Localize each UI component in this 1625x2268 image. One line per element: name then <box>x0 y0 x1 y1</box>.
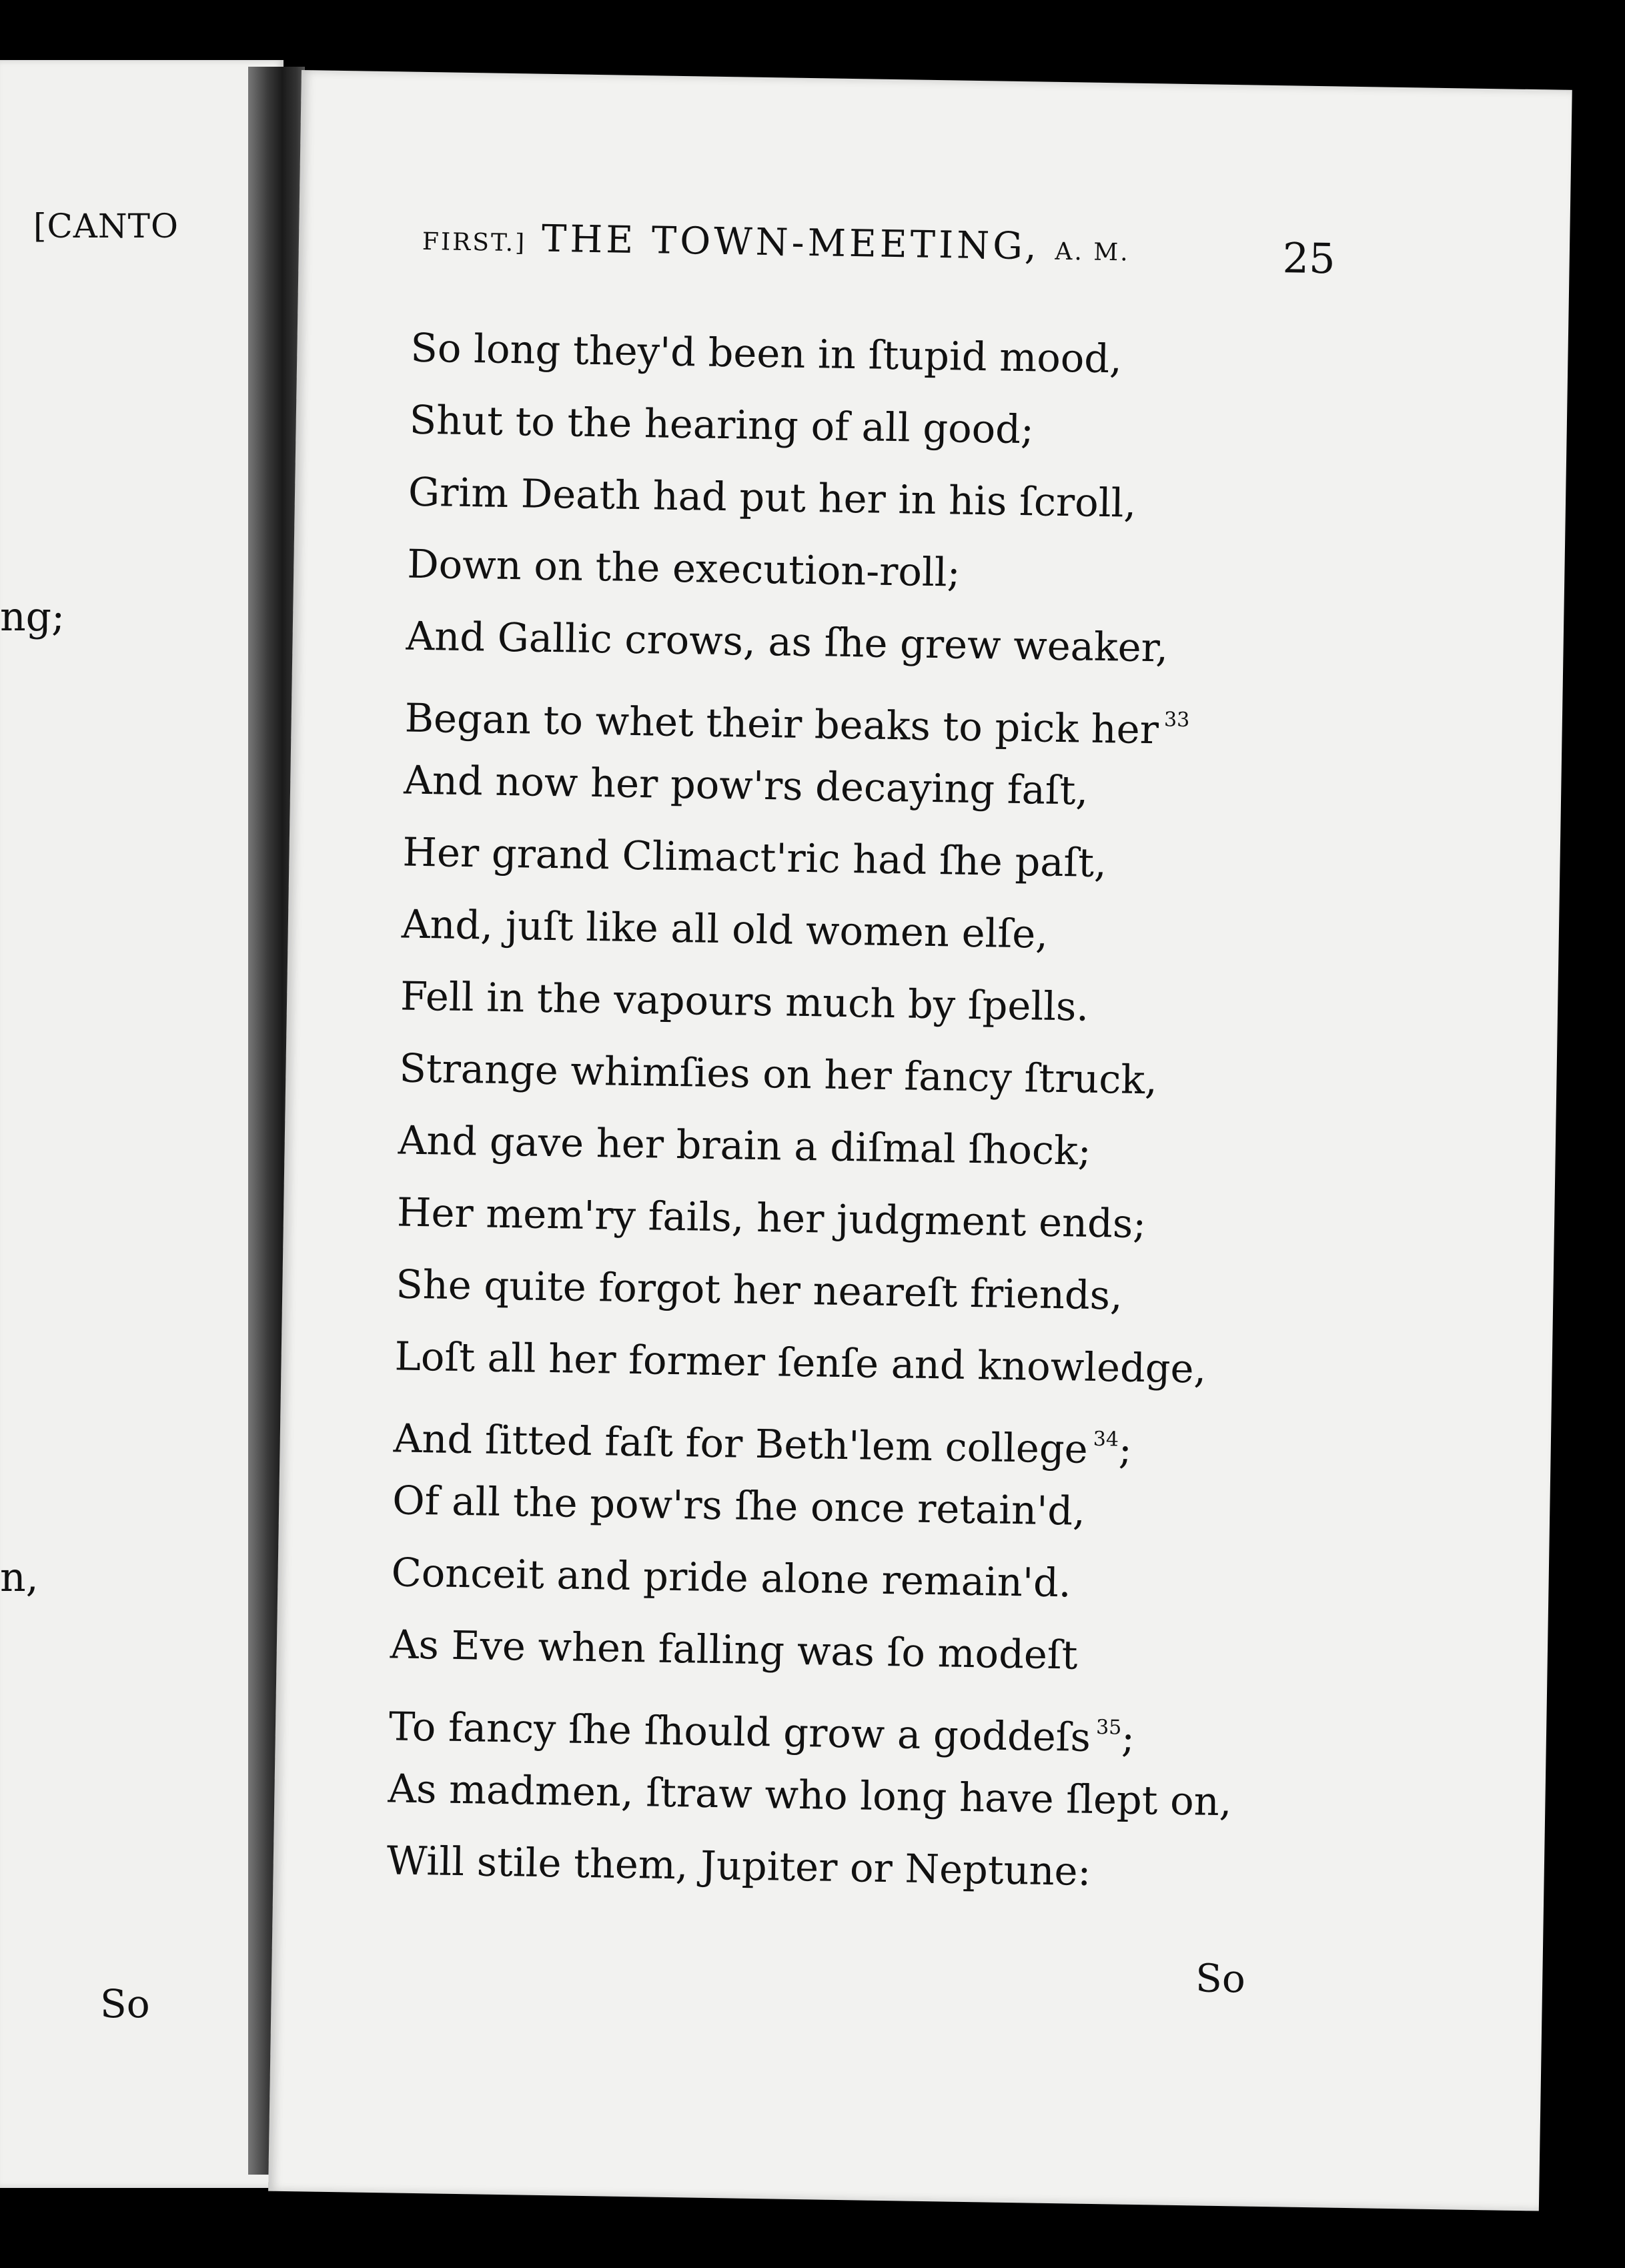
poem-line <box>400 961 1245 1046</box>
poem-line-text: Will stile them, Jupiter or Neptune: <box>386 1837 1091 1894</box>
left-running-head: [CANTO <box>33 207 179 245</box>
poem-line <box>390 1608 1235 1694</box>
catchword: So <box>1195 1955 1246 2002</box>
poem-line-text: She quite forgot her neareſt friends, <box>395 1261 1123 1319</box>
poem-line-text: As madmen, ſtraw who long have ſlept on, <box>388 1765 1233 1825</box>
poem-line-text: Began to whet their beaks to pick her <box>404 694 1159 753</box>
left-line-fragment: n, <box>0 1554 39 1601</box>
poem-line <box>401 889 1246 974</box>
poem-line-text: Shut to the hearing of all good; <box>409 396 1035 453</box>
right-page <box>268 70 1572 2211</box>
page-number: 25 <box>1282 233 1336 284</box>
poem-line <box>393 1392 1238 1478</box>
poem-line <box>394 1320 1239 1405</box>
poem-line-text: Strange whimſies on her fancy ſtruck, <box>398 1045 1158 1103</box>
poem-line <box>396 1176 1241 1261</box>
poem-line-text: And ſitted faſt for Beth'lem college <box>393 1415 1089 1472</box>
poem-line-text: So long they'd been in ſtupid mood, <box>410 324 1123 382</box>
running-head-title: THE TOWN-MEETING, <box>541 217 1041 269</box>
footnote-marker: 33 <box>1163 708 1190 732</box>
poem-line <box>391 1536 1236 1622</box>
poem-line <box>406 600 1251 686</box>
left-catchword: So <box>100 1981 150 2027</box>
poem-line-punctuation: ; <box>1121 1714 1135 1761</box>
poem-line-punctuation: ; <box>1118 1426 1133 1473</box>
poem-line <box>410 312 1255 398</box>
poem-line-text: Her grand Climact'ric had ſhe paſt, <box>402 828 1107 887</box>
poem-line <box>404 672 1249 758</box>
poem-text <box>386 312 1255 1910</box>
running-head-suffix: A. M. <box>1055 237 1130 267</box>
poem-line-text: Of all the pow'rs ſhe once retain'd, <box>392 1477 1086 1534</box>
poem-line <box>402 816 1247 902</box>
poem-line <box>403 744 1248 830</box>
poem-line-text: Her mem'ry fails, her judgment ends; <box>396 1189 1147 1247</box>
left-line-fragment: ng; <box>0 594 65 640</box>
poem-line-text: As Eve when falling was ſo modeſt <box>390 1621 1078 1678</box>
running-head <box>422 215 1131 270</box>
poem-line-text: And, juſt like all old women elſe, <box>401 901 1049 957</box>
poem-line-text: And now her pow'rs decaying faſt, <box>403 756 1089 814</box>
poem-line-text: Conceit and pride alone remain'd. <box>391 1549 1072 1606</box>
poem-line <box>396 1248 1241 1333</box>
poem-line <box>388 1752 1233 1838</box>
poem-line-text: And Gallic crows, as ſhe grew weaker, <box>406 612 1169 671</box>
poem-line <box>398 1104 1243 1189</box>
poem-line <box>388 1680 1233 1766</box>
poem-line-text: Fell in the vapours much by ſpells. <box>400 973 1089 1030</box>
poem-line <box>399 1032 1244 1117</box>
poem-line-text: And gave her brain a diſmal ſhock; <box>398 1117 1092 1174</box>
poem-line-text: To fancy ſhe ſhould grow a goddeſs <box>388 1703 1091 1760</box>
poem-line-text: Loſt all her former ſenſe and knowledge, <box>394 1333 1207 1392</box>
poem-line-text: Grim Death had put her in his ſcroll, <box>408 468 1137 526</box>
poem-line-text: Down on the execution-roll; <box>406 540 961 596</box>
footnote-marker: 35 <box>1095 1716 1122 1740</box>
left-page <box>0 60 284 2188</box>
poem-line <box>386 1824 1231 1910</box>
poem-line <box>409 384 1254 470</box>
poem-line <box>392 1464 1237 1550</box>
poem-line <box>408 456 1253 542</box>
running-head-canto: FIRST.] <box>422 227 527 257</box>
poem-line <box>407 528 1252 614</box>
footnote-marker: 34 <box>1093 1427 1119 1452</box>
